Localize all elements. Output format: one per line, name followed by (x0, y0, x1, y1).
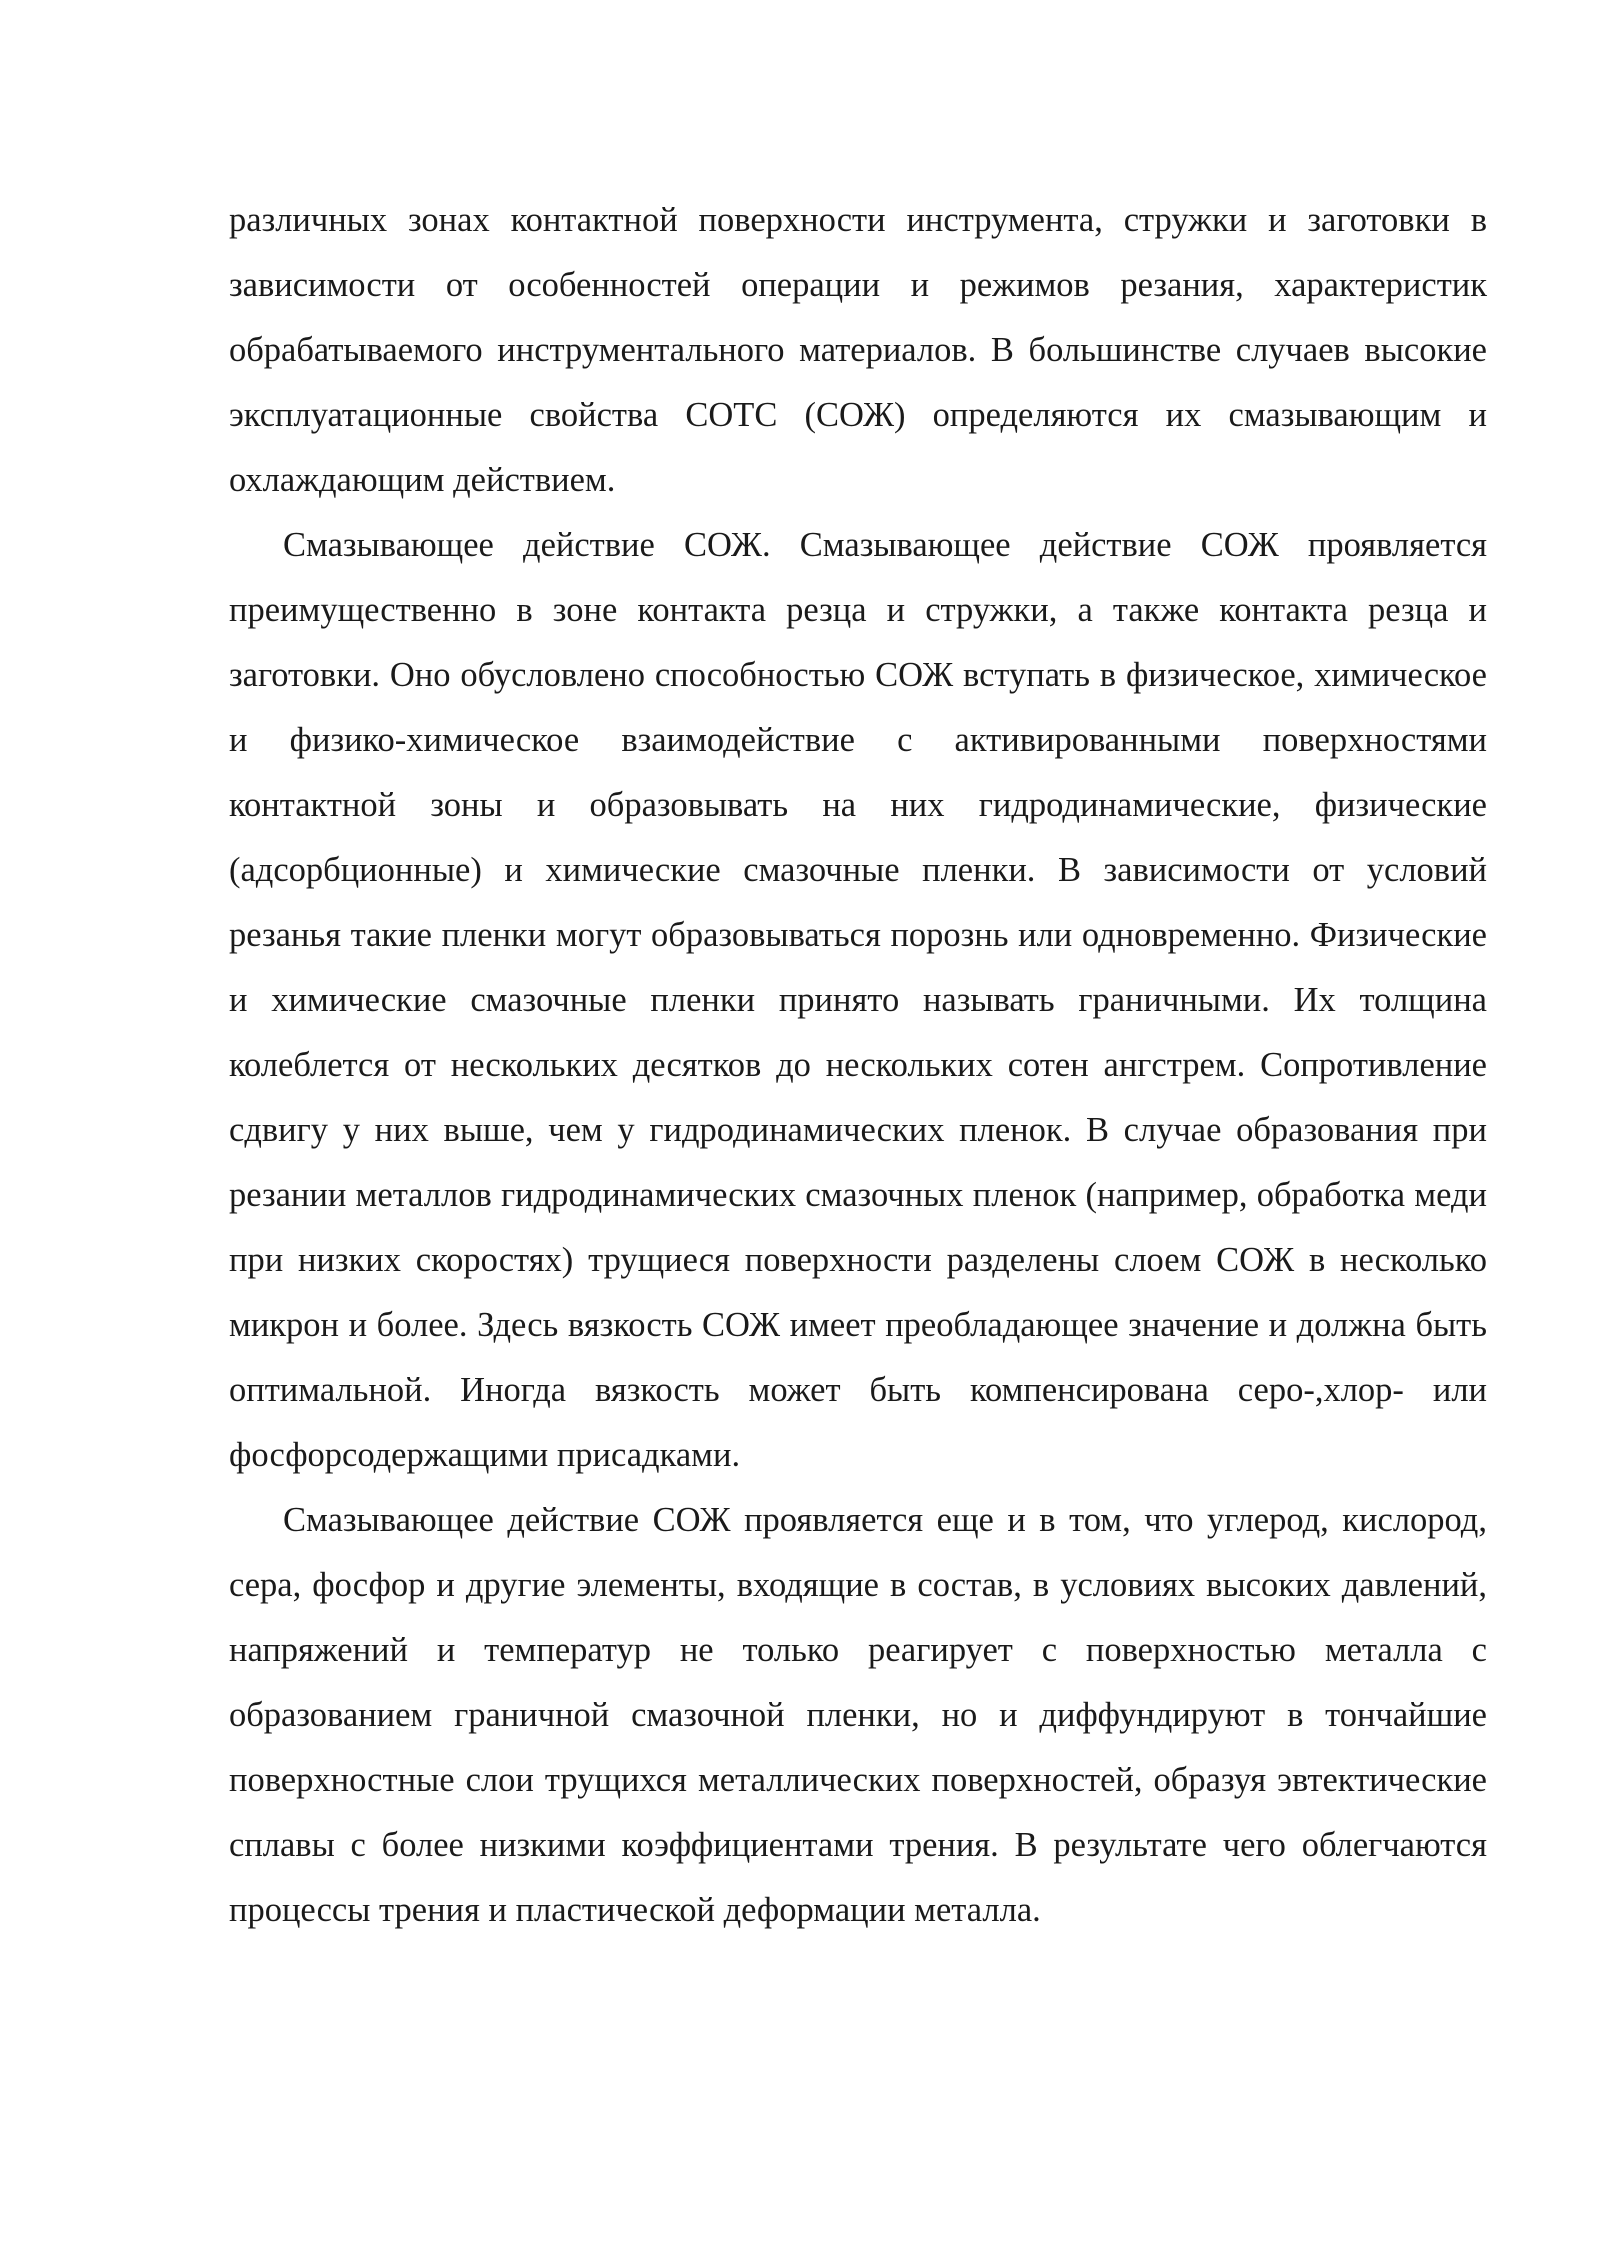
body-text (229, 188, 1487, 1943)
paragraph-2: Смазывающее действие СОЖ. Смазывающее действие СОЖ проявляется преимущественно в зоне контакта резца и стружки, а также контакта резца и заготовки. Оно обусловлено способностью СОЖ вступать в физическое, химическое и физико-химическое взаимодействие с активированными поверхностями контактной зоны и образовывать на них гидродинамические, физические (адсорбционные) и химические смазочные пленки. В зависимости от условий резанья такие пленки могут образовываться порознь или одновременно. Физические и химические смазочные пленки принято называть граничными. Их толщина колеблется от нескольких десятков до нескольких сотен ангстрем. Сопротивление сдвигу у них выше, чем у гидродинамических пленок. В случае образования при резании металлов гидродинамических смазочных пленок (например, обработка меди при низких скоростях) трущиеся поверхности разделены слоем СОЖ в несколько микрон и более. Здесь вязкость СОЖ имеет преобладающее значение и должна быть оптимальной. Иногда вязкость может быть компенсирована серо-,хлор- или фосфорсодержащими присадками. (229, 526, 1487, 1474)
paragraph-3: Смазывающее действие СОЖ проявляется еще и в том, что углерод, кислород, сера, фосфор и другие элементы, входящие в состав, в условиях высоких давлений, напряжений и температур не только реагирует с поверхностью металла с образованием граничной смазочной пленки, но и диффундируют в тончайшие поверхностные слои трущихся металлических поверхностей, образуя эвтектические сплавы с более низкими коэффициентами трения. В результате чего облегчаются процессы трения и пластической деформации металла. (229, 1501, 1487, 1929)
paragraph-1: различных зонах контактной поверхности инструмента, стружки и заготовки в зависимости от особенностей операции и режимов резания, характеристик обрабатываемого инструментального материалов. В большинстве случаев высокие эксплуатационные свойства СОТС (СОЖ) определяются их смазывающим и охлаждающим действием. (229, 201, 1487, 499)
